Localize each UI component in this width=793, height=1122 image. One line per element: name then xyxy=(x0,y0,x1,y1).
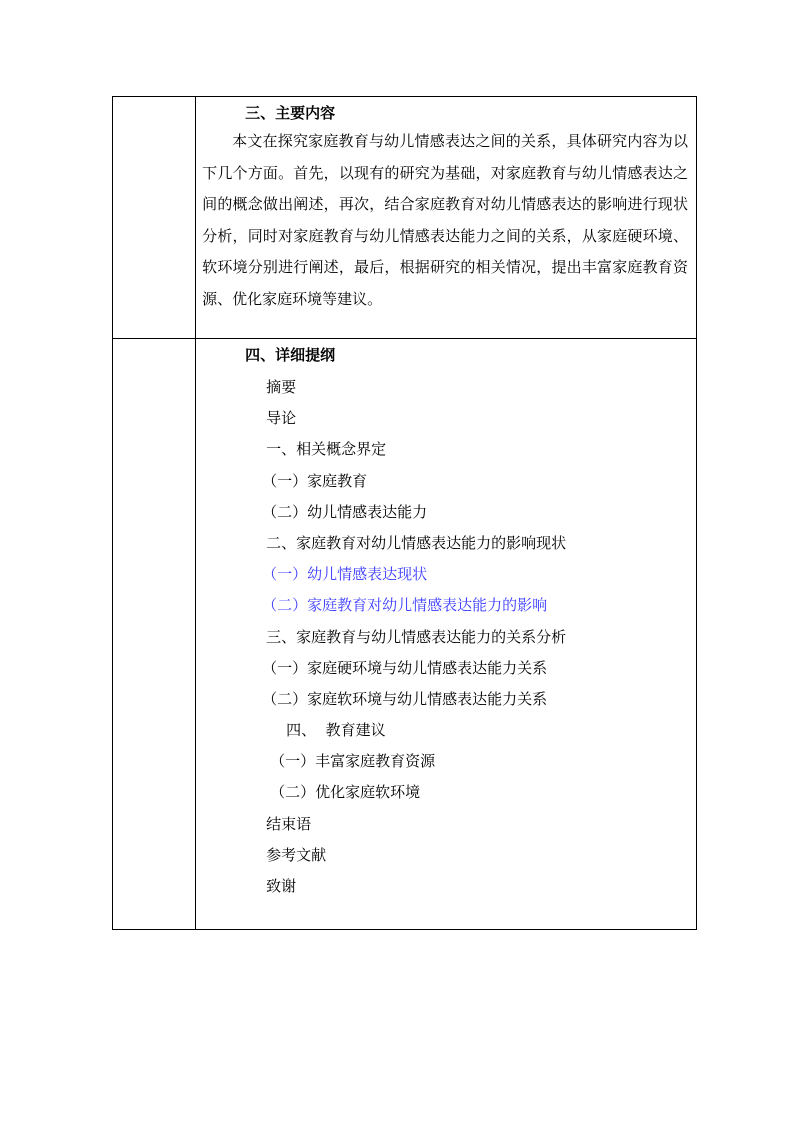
outline-item-2-1: （一）幼儿情感表达现状 xyxy=(262,565,428,584)
outline-item-abstract: 摘要 xyxy=(266,378,297,396)
left-cell-empty xyxy=(113,339,196,930)
outline-item-chapter-1: 一、相关概念界定 xyxy=(266,440,387,459)
outline-item-2-2: （二）家庭教育对幼儿情感表达能力的影响 xyxy=(262,596,548,615)
outline-list xyxy=(196,372,696,902)
outline-item-introduction: 导论 xyxy=(266,409,297,428)
outline-item-chapter-3: 三、家庭教育与幼儿情感表达能力的关系分析 xyxy=(266,627,567,646)
section-title-detailed-outline: 四、详细提纲 xyxy=(245,346,336,364)
outline-item-chapter-2: 二、家庭教育对幼儿情感表达能力的影响现状 xyxy=(266,533,567,552)
outline-item-3-1: （一）家庭硬环境与幼儿情感表达能力关系 xyxy=(262,658,548,677)
outline-item-acknowledgements: 致谢 xyxy=(266,877,297,895)
outline-item-3-2: （二）家庭软环境与幼儿情感表达能力关系 xyxy=(262,689,548,708)
outline-item-chapter-4: 四、 教育建议 xyxy=(286,721,386,740)
left-cell-empty xyxy=(113,97,196,339)
section-title-main-content: 三、主要内容 xyxy=(245,104,336,122)
outline-item-4-2: （二）优化家庭软环境 xyxy=(270,783,421,802)
outline-item-4-1: （一）丰富家庭教育资源 xyxy=(270,752,436,771)
outline-item-1-1: （一）家庭教育 xyxy=(262,471,368,490)
row-detailed-outline xyxy=(113,339,697,930)
main-content-cell xyxy=(196,97,697,339)
proposal-table xyxy=(112,96,697,930)
main-content-paragraph: 本文在探究家庭教育与幼儿情感表达之间的关系，具体研究内容为以下几个方面。首先，以现有的研究为基础，对家庭教育与幼儿情感表达之间的概念做出阐述，再次，结合家庭教育对幼儿情感表达的影响进行现状分析，同时对家庭教育与幼儿情感表达能力之间的关系，从家庭硬环境、软环境分别进行阐述，最后，根据研究的相关情况，提出丰富家庭教育资源、优化家庭环境等建议。 xyxy=(202,132,688,308)
detailed-outline-cell xyxy=(196,339,697,930)
outline-item-conclusion: 结束语 xyxy=(266,814,312,833)
outline-item-1-2: （二）幼儿情感表达能力 xyxy=(262,502,428,521)
row-main-content xyxy=(113,97,697,339)
outline-item-references: 参考文献 xyxy=(266,845,327,864)
